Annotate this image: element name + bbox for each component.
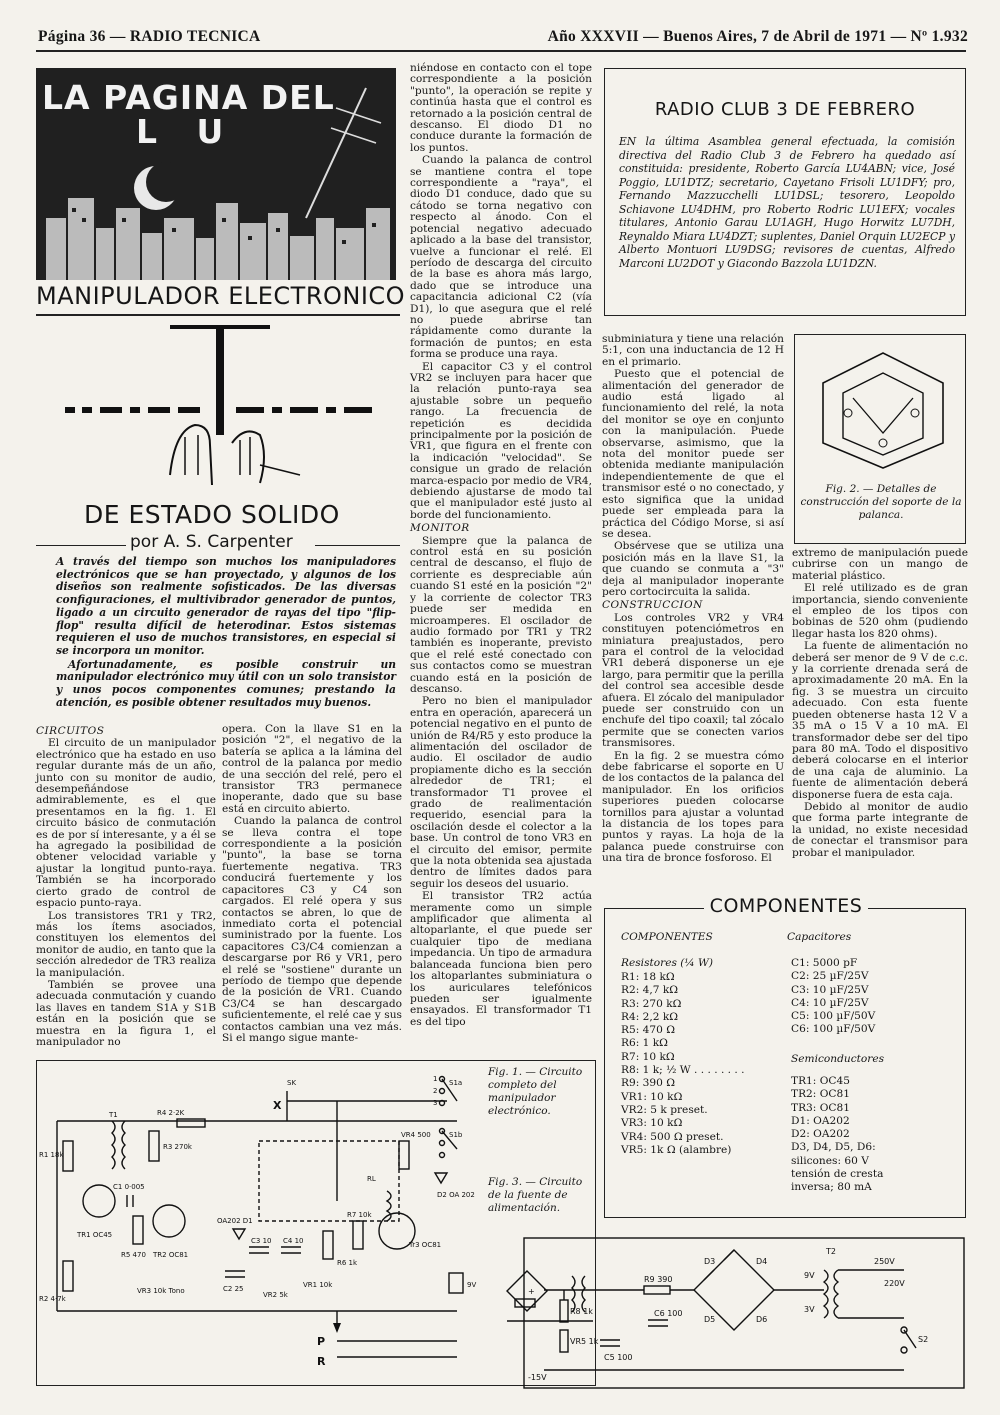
page-header-right: Año XXXVII — Buenos Aires, 7 de Abril de 1971 — Nº 1.932 (547, 28, 968, 45)
resistor-item: VR3: 10 kΩ (621, 1117, 683, 1130)
article-col-4 (602, 334, 784, 866)
semi-item: silicones: 60 V (791, 1154, 869, 1167)
col1-para: Los transistores TR1 y TR2, más los ítems asociados, constituyen los elementos del monitor de audio, en tanto que la sección alrededor de TR3 realiza la manipulación. (36, 909, 216, 979)
col5-para: extremo de manipulación puede cubrirse con un mango de material plástico. (792, 547, 968, 582)
psu-label-3v: 3V (804, 1305, 815, 1314)
banner-lu: L U (136, 112, 238, 151)
schem-label-t1: T1 (109, 1111, 118, 1119)
schem-label-vr4: VR4 500 (401, 1131, 431, 1139)
psu-label-t2: T2 (826, 1247, 836, 1256)
psu-label-d3: D3 (704, 1257, 716, 1266)
col3-para: El capacitor C3 y el control VR2 se incluyen para hacer que la relación punto-raya sea ajustable sobre un pequeño rango. La frecuencia de repetición es decidida principalmente por la posición de VR1, que figura en el frente con la indicación "velocidad". Se consigue un grado de relación marca-espacio por medio de VR4, debiendo ajustarse de modo tal que el manipulador esté justo al borde del funcionamiento. (410, 360, 592, 521)
capacitor-item: C3: 10 µF/25V (791, 983, 869, 996)
psu-label-r8: R8 1k (570, 1307, 593, 1316)
schem-label-rl: RL (367, 1175, 376, 1183)
article-col-2 (222, 724, 402, 1045)
col3-para: Siempre que la palanca de control está en su posición central de descanso, el flujo de corriente es despreciable aún cuando S1 esté en la posición "2" y la corriente de colector TR3 puede ser medida en microamperes. El oscilador de audio formado por TR1 y TR2 también es inoperante, previsto que el relé esté conectado con sus contactos como se muestran cuando está en la posición de descanso. (410, 534, 592, 695)
article-col-3 (410, 63, 592, 1029)
schem-label-p: P (317, 1335, 326, 1348)
semi-item: inversa; 80 mA (791, 1181, 872, 1194)
col2-para: Cuando la palanca de control se lleva contra el tope correspondiente a la posición "punto", la base se torna fuertemente negativa. TR3 conducirá fuertemente y los capacitores C3 y C4 son cargados. El relé opera y sus contactos se abren, lo que de inmediato corta el potencial suministrado por la fuente. Los capacitores C3/C4 comienzan a descargarse por R6 y VR1, pero el relé se "sostiene" durante un período de tiempo que depende de la posición de VR1. Cuando C3/C4 se han descargado suficientemente, el relé cae y sus contactos cambian una vez más. Si el mango sigue mante- (222, 815, 402, 1044)
col4-heading: CONSTRUCCION (602, 599, 703, 612)
schem-label-tr1: TR1 OC45 (77, 1231, 113, 1239)
schem-label-r4: R4 2·2K (157, 1109, 185, 1117)
psu-label-c6: C6 100 (654, 1309, 683, 1318)
resistor-item: VR5: 1k Ω (alambre) (621, 1143, 732, 1156)
schem-label-vr1: VR1 10k (303, 1281, 333, 1289)
psu-label-plus: + (528, 1287, 535, 1296)
resistor-item: VR1: 10 kΩ (621, 1090, 683, 1103)
byline-rule-right (315, 545, 400, 546)
psu-label-minus15v: -15V (528, 1373, 547, 1382)
col4-para: En la fig. 2 se muestra cómo debe fabricarse el soporte en U de los contactos de la palanca del manipulador. En los orificios superiores pueden colocarse tornillos para ajustar a voluntad la distancia de los topes para puntos y rayas. La hoja de la palanca puede construirse con una tira de bronce fosforoso. El (602, 749, 784, 865)
article-byline: por A. S. Carpenter (130, 532, 293, 552)
col1-para: También se provee una adecuada conmutación y cuando las llaves en tandem S1A y S1B están en la posición que se muestra en la figura 1, el manipulador no (36, 978, 216, 1048)
fig2-caption: Fig. 2. — Detalles de construcción del soporte de la palanca. (800, 483, 962, 521)
resistor-item: R1: 18 kΩ (621, 971, 675, 983)
psu-label-d4: D4 (756, 1257, 768, 1266)
schem-label-9v: 9V (467, 1281, 477, 1289)
psu-label-s2: S2 (918, 1335, 929, 1344)
psu-label-c5: C5 100 (604, 1353, 633, 1362)
page-header-left: Página 36 — RADIO TECNICA (38, 28, 261, 45)
schem-label-tr2: TR2 OC81 (153, 1251, 189, 1259)
schem-label-pos3: 3 (433, 1099, 438, 1107)
psu-label-9v: 9V (804, 1271, 815, 1280)
schem-label-d1: OA202 D1 (217, 1217, 253, 1225)
resistor-item: VR2: 5 k preset. (621, 1103, 708, 1116)
schem-label-r7: R7 10k (347, 1211, 372, 1219)
psu-label-250v: 250V (874, 1257, 895, 1266)
psu-label-d6: D6 (756, 1315, 768, 1324)
col4-para: subminiatura y tiene una relación 5:1, con una inductancia de 12 H en el primario. (602, 333, 784, 368)
resistor-item: R6: 1 kΩ (621, 1037, 668, 1050)
psu-schematic (504, 1230, 966, 1390)
byline-rule-left (36, 545, 126, 546)
semi-item: D3, D4, D5, D6: (791, 1141, 876, 1154)
semi-item: TR2: OC81 (791, 1088, 850, 1101)
psu-label-r9: R9 390 (644, 1275, 673, 1284)
schem-label-c4: C4 10 (283, 1237, 304, 1245)
schem-label-c3: C3 10 (251, 1237, 272, 1245)
semi-item: D1: OA202 (791, 1114, 850, 1127)
schem-label-x: X (273, 1099, 282, 1112)
capacitor-item: C2: 25 µF/25V (791, 970, 869, 983)
capacitor-item: C1: 5000 pF (791, 957, 858, 969)
fig3-caption: Fig. 3. — Circuito de la fuente de alimentación. (488, 1176, 583, 1214)
schem-label-r5: R5 470 (121, 1251, 146, 1259)
resistor-item: R2: 4,7 kΩ (621, 984, 679, 997)
capacitor-item: C4: 10 µF/25V (791, 996, 869, 1009)
morse-key-illustration (60, 325, 380, 495)
club-text: EN la última Asamblea general efectuada, la comisión directiva del Radio Club 3 de Febrero ha quedado así constituida: presidente, Roberto García LU4ABN; vice, José Poggio, LU1DTZ; secretario, Cayetano Frisoli LU1DFY; pro, Fernando Mazzucchelli LU1DSL; tesorero, Leopoldo Schiavone LU4DHM, pro Roberto Rodric LU1EFX; vocales titulares, Antonio Garau LU1AGH, Hugo Horwitz LU7DH, Reynaldo Miara LU4DZT; suplentes, Daniel Orquin LU2ECP y Alberto Montuori LU9DSG; revisores de cuentas, Alfredo Marconi LU2DOT y Giacondo Bazzola LU1DZN. (619, 135, 955, 270)
intro-para-1: A través del tiempo son muchos los manipuladores electrónicos que se han proyectado, y algunos de los diseños son realmente sofisticados. De las diversas configuraciones, el multivibrador generador de puntos, ligado a un circuito generador de rayas del tipo "flip-flop" resulta difícil de heterodinar. Estos sistemas requieren el uso de muchos transistores, en especial si se incorpora un monitor. (56, 555, 396, 657)
semi-item: D2: OA202 (791, 1128, 850, 1141)
fig1-caption: Fig. 1. — Circuito completo del manipulador electrónico. (488, 1066, 583, 1117)
schem-label-d2: D2 OA 202 (437, 1191, 475, 1199)
capacitor-item: C5: 100 µF/50V (791, 1010, 876, 1023)
capacitor-list (791, 957, 875, 1037)
schem-label-sk: SK (287, 1079, 297, 1087)
schem-label-r2: R2 4·7k (39, 1295, 66, 1303)
col1-para: El circuito de un manipulador electrónico que ha estado en uso regular durante más de un año, junto con su monitor de audio, desempeñándose admirablemente, es el que presentamos en la fig. 1. El circuito básico de conmutación es de por sí interesante, y a él se ha agregado la posibilidad de obtener velocidad variable y ajustar la longitud punto-raya. También se ha incorporado cierto grado de control de espacio punto-raya. (36, 737, 216, 910)
col3-para: Pero no bien el manipulador entra en operación, aparecerá un potencial negativo en el punto de unión de R4/R5 y esto produce la alimentación del oscilador de audio. El oscilador de audio propiamente dicho es la sección alrededor de TR1; el transformador T1 provee el grado de realimentación requerido, esencial para la oscilación desde el colector a la base. Un control de tono VR3 en el circuito del emisor, permite que la nota obtenida sea ajustada dentro de límites dados para seguir los deseos del usuario. (410, 695, 592, 890)
bracket-drawing (803, 343, 959, 473)
club-title: RADIO CLUB 3 DE FEBRERO (654, 99, 916, 120)
col5-para: Debido al monitor de audio que forma parte integrante de la unidad, no existe necesidad de conectar el transmisor para probar el manipulador. (792, 800, 968, 859)
col4-para: Los controles VR2 y VR4 constituyen potenciómetros en miniatura preajustados, pero para el control de la velocidad VR1 deberá disponerse un eje largo, para permitir que la perilla del control sea accesible desde afuera. El zócalo del manipulador puede ser construido con un enchufe del tipo coaxil; tal zócalo permite que se conecten varios transmisores. (602, 611, 784, 750)
semis-heading: Semiconductores (791, 1053, 885, 1065)
article-title: MANIPULADOR ELECTRONICO (36, 282, 406, 310)
resistor-item: R5: 470 Ω (621, 1024, 676, 1037)
col4-para: Puesto que el potencial de alimentación del generador de audio está ligado al funcionamiento del relé, la nota del monitor se oye en conjunto con la manipulación. Puede observarse, asimismo, que la nota del monitor puede ser obtenida mediante manipulación independientemente de que el transmisor esté o no conectado, y esto significa que la unidad puede ser empleada para la práctica del Código Morse, si así se desea. (602, 368, 784, 540)
semi-item: TR1: OC45 (791, 1075, 850, 1087)
schem-label-r1: R1 18k (39, 1151, 64, 1159)
resistor-item: R7: 10 kΩ (621, 1050, 675, 1063)
capacitors-heading: Capacitores (787, 931, 852, 943)
club-box (604, 68, 966, 316)
schem-label-c1: C1 0·005 (113, 1183, 145, 1191)
fig2-box (794, 334, 966, 544)
semis-list (791, 1075, 883, 1195)
schem-label-vr2: VR2 5k (263, 1291, 288, 1299)
banner-title: LA PAGINA DEL (42, 78, 335, 117)
col5-para: La fuente de alimentación no deberá ser menor de 9 V de c.c. y la corriente drenada será de aproximadamente 20 mA. En la fig. 3 se muestra un circuito adecuado. Con esta fuente pueden obtenerse hasta 12 V a 35 mA o 15 V a 10 mA. El transformador debe ser del tipo para 80 mA. Todo el dispositivo deberá colocarse en el interior de una caja de aluminio. La fuente de alimentación deberá disponerse fuera de esta caja. (792, 640, 968, 801)
components-banner: COMPONENTES (704, 895, 869, 917)
col4-para: Obsérvese que se utiliza una posición más en la llave S1, la que cuando se conmuta a "3" deja al manipulador inoperante pero cortocircuita la salida. (602, 540, 784, 598)
col3-para: niéndose en contacto con el tope correspondiente a la posición "punto", la operación se repite y continúa hasta que el control es retornado a la posición central de descanso. El diodo D1 no conduce durante la formación de los puntos. (410, 62, 592, 154)
col5-para: El relé utilizado es de gran importancia, siendo conveniente el empleo de los tipos con bobinas de 520 ohm (pudiendo llegar hasta los 820 ohms). (792, 582, 968, 640)
col3-heading: MONITOR (410, 522, 470, 535)
schem-label-r3: R3 270k (163, 1143, 192, 1151)
schem-label-c2: C2 25 (223, 1285, 244, 1293)
article-subtitle: DE ESTADO SOLIDO (84, 500, 340, 529)
resistor-item: R9: 390 Ω (621, 1077, 676, 1090)
schem-label-s1a: S1a (449, 1079, 463, 1087)
resistors-heading: Resistores (¼ W) (621, 957, 714, 969)
resistor-item: R8: 1 k; ½ W . . . . . . . . (621, 1064, 745, 1077)
capacitor-item: C6: 100 µF/50V (791, 1023, 876, 1036)
semi-item: tensión de cresta (791, 1168, 884, 1181)
col3-para: El transistor TR2 actúa meramente como un simple amplificador que alimenta al altoparlante, el que puede ser cualquier tipo de mediana impedancia. Un tipo de armadura balanceada funciona bien pero los altoparlantes subminiatura o los auriculares telefónicos pueden ser igualmente ensayados. El transformador T1 es del tipo (410, 890, 592, 1028)
col1-heading: CIRCUITOS (36, 725, 105, 737)
header-rule (36, 50, 966, 52)
components-left-heading: COMPONENTES (621, 931, 713, 943)
components-box (604, 895, 966, 1218)
article-col-1 (36, 724, 216, 1049)
col3-para: Cuando la palanca de control se mantiene contra el tope correspondiente a "raya", el diodo D1 conduce, dado que su cátodo se torna negativo con respecto al ánodo. Con el potencial negativo adecuado aplicado a la base del transistor, vuelve a funcionar el relé. El período de descarga del circuito de la base es ahora más largo, dado que se introduce una capacitancia adicional C2 (vía D1), lo que asegura que el relé no puede abrirse tan rápidamente como durante la formación de puntos; en esta forma se produce una raya. (410, 154, 592, 361)
resistor-list (621, 971, 745, 1157)
psu-label-d5: D5 (704, 1315, 716, 1324)
resistor-item: R4: 2,2 kΩ (621, 1010, 679, 1023)
resistor-item: VR4: 500 Ω preset. (621, 1130, 724, 1143)
schem-label-tr3: Tr3 OC81 (409, 1241, 442, 1249)
article-col-5 (792, 548, 968, 860)
schem-label-r6: R6 1k (337, 1259, 358, 1267)
intro-para-2: Afortunadamente, es posible construir un manipulador electrónico muy útil con un solo transistor y unos pocos componentes comunes; prestando la atención, es posible obtener resultados muy buenos. (56, 657, 396, 709)
col2-para: opera. Con la llave S1 en la posición "2", el negativo de la batería se aplica a la lámina del control de la palanca por medio de una sección del relé, pero el transistor TR3 permanece inoperante, dado que su base está en circuito abierto. (222, 723, 402, 815)
title-rule (36, 314, 400, 316)
lu-banner (36, 68, 396, 280)
schem-label-r: R (317, 1355, 326, 1368)
schem-label-s1b: S1b (449, 1131, 463, 1139)
semi-item: TR3: OC81 (791, 1101, 850, 1114)
resistor-item: R3: 270 kΩ (621, 997, 682, 1010)
psu-label-vr5: VR5 1k (570, 1337, 599, 1346)
schem-label-pos2: 2 (433, 1087, 438, 1095)
schem-label-vr3: VR3 10k Tono (137, 1287, 185, 1295)
psu-label-220v: 220V (884, 1279, 905, 1288)
article-intro (56, 556, 396, 710)
schem-label-pos1: 1 (433, 1075, 438, 1083)
